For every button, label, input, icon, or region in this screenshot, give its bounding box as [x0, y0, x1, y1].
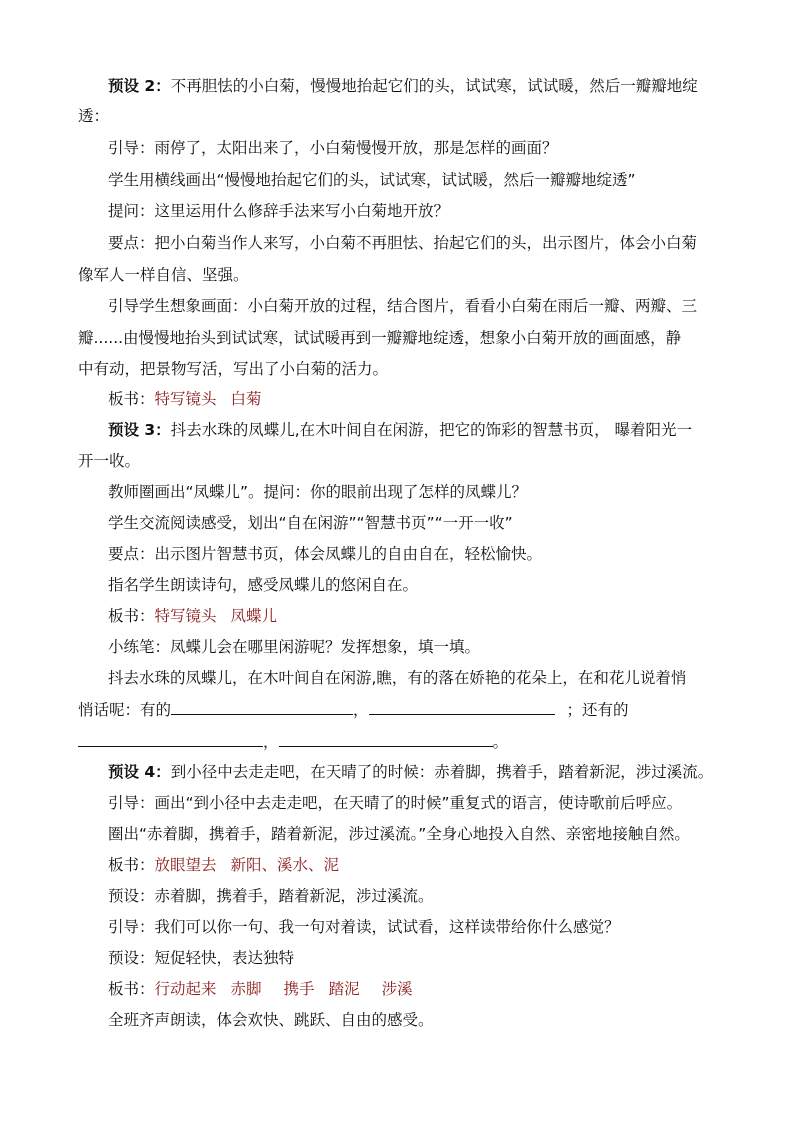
board-note-4: [108, 979, 413, 999]
paragraph-keypoint-2: 要点：出示图片智慧书页，体会凤蝶儿的自由自在，轻松愉快。: [108, 545, 543, 563]
board-note-keyword: 赤脚: [230, 980, 262, 998]
board-note-3: [108, 855, 339, 875]
board-note-keyword: 放眼望去: [154, 856, 217, 874]
board-note-keyword: 携手: [283, 980, 315, 998]
paragraph-preset-4: [108, 762, 713, 782]
paragraph-fill-in-line2: [78, 699, 629, 720]
paragraph-guide-2: 引导：画出“到小径中去走走吧，在天晴了的时候”重复式的语言，使诗歌前后呼应。: [108, 794, 683, 812]
board-note-keyword: 新阳、溪水、泥: [230, 856, 340, 874]
paragraph-student-exchange: 学生交流阅读感受，划出“自在闲游”“智慧书页”“一开一收”: [108, 514, 513, 532]
board-note-label: 板书：: [108, 980, 155, 998]
board-note-keyword: 特写镜头: [154, 607, 217, 625]
preset-4-label: 预设 4：: [108, 763, 171, 781]
paragraph-teacher-circle: 教师圈画出“凤蝶儿”。提问：你的眼前出现了怎样的凤蝶儿？: [108, 483, 528, 501]
paragraph-guide-1: 引导：雨停了，太阳出来了，小白菊慢慢开放，那是怎样的画面？: [108, 139, 558, 157]
paragraph-preset-2: [108, 76, 698, 96]
board-note-keyword: 特写镜头: [154, 390, 217, 408]
preset-2-label: 预设 2：: [108, 77, 171, 95]
board-note-label: 板书：: [108, 856, 155, 874]
preset-4-text: 到小径中去走走吧，在天晴了的时候：赤着脚，携着手，踏着新泥，涉过溪流。: [170, 763, 714, 781]
paragraph-keypoint-1-line2: 像军人一样自信、坚强。: [78, 266, 249, 284]
fill-in-text: ；还有的: [566, 701, 629, 719]
preset-2-text-line2: 透：: [78, 107, 110, 125]
paragraph-imagine-line3: 中有动，把景物写活，写出了小白菊的活力。: [78, 360, 389, 378]
paragraph-question-1: 提问：这里运用什么修辞手法来写小白菊地开放？: [108, 202, 450, 220]
fill-in-text: ，: [353, 701, 369, 719]
preset-3-text-line2: 开一收。: [78, 452, 141, 470]
paragraph-writing-exercise: 小练笔：凤蝶儿会在哪里闲游呢？发挥想象，填一填。: [108, 638, 481, 656]
paragraph-fill-in-line3: [78, 731, 508, 752]
board-note-keyword: 白菊: [230, 390, 262, 408]
board-note-label: 板书：: [108, 607, 155, 625]
paragraph-circle-out: 圈出“赤着脚，携着手，踏着新泥，涉过溪流。”全身心地投入自然、亲密地接触自然。: [108, 825, 690, 843]
preset-3-text-line1: 抖去水珠的凤蝶儿,在木叶间自在闲游，把它的饰彩的智慧书页， 曝着阳光一: [170, 421, 693, 439]
preset-3-label: 预设 3：: [108, 421, 171, 439]
paragraph-fill-in-line1: 抖去水珠的凤蝶儿，在木叶间自在闲游,瞧，有的落在娇艳的花朵上，在和花儿说着悄: [108, 669, 687, 687]
preset-2-text-line1: 不再胆怯的小白菊，慢慢地抬起它们的头，试试寒，试试暖，然后一瓣瓣地绽: [170, 77, 698, 95]
fill-in-blank[interactable]: [171, 699, 353, 715]
board-note-keyword: 行动起来: [154, 980, 217, 998]
paragraph-students-underline: 学生用横线画出“慢慢地抬起它们的头，试试寒，试试暖，然后一瓣瓣地绽透”: [108, 171, 636, 189]
fill-in-blank[interactable]: [78, 731, 263, 747]
board-note-keyword: 凤蝶儿: [230, 607, 278, 625]
paragraph-preset-6: 预设：短促轻快，表达独特: [108, 949, 295, 967]
fill-in-blank[interactable]: [279, 731, 493, 747]
fill-in-text: ，: [263, 733, 279, 751]
paragraph-preset-5: 预设：赤着脚，携着手，踏着新泥，涉过溪流。: [108, 887, 434, 905]
fill-in-blank[interactable]: [369, 699, 555, 715]
paragraph-preset-3: [108, 420, 692, 440]
paragraph-class-reading: 全班齐声朗读，体会欢快、跳跃、自由的感受。: [108, 1011, 434, 1029]
paragraph-guide-3: 引导：我们可以你一句、我一句对着读，试试看，这样读带给你什么感觉？: [108, 918, 620, 936]
fill-in-text: 悄话呢：有的: [78, 701, 172, 719]
board-note-keyword: 踏泥: [328, 980, 360, 998]
board-note-2: [108, 606, 277, 626]
board-note-keyword: 涉溪: [381, 980, 413, 998]
paragraph-imagine-line1: 引导学生想象画面：小白菊开放的过程，结合图片，看看小白菊在雨后一瓣、两瓣、三: [108, 297, 698, 315]
paragraph-imagine-line2: 瓣......由慢慢地抬头到试试寒，试试暖再到一瓣瓣地绽透，想象小白菊开放的画面感，静: [78, 329, 682, 347]
board-note-label: 板书：: [108, 390, 155, 408]
fill-in-text: 。: [492, 733, 509, 751]
board-note-1: [108, 389, 262, 409]
paragraph-keypoint-1-line1: 要点：把小白菊当作人来写，小白菊不再胆怯、抬起它们的头，出示图片，体会小白菊: [108, 234, 698, 252]
paragraph-read-aloud: 指名学生朗读诗句，感受凤蝶儿的悠闲自在。: [108, 576, 419, 594]
